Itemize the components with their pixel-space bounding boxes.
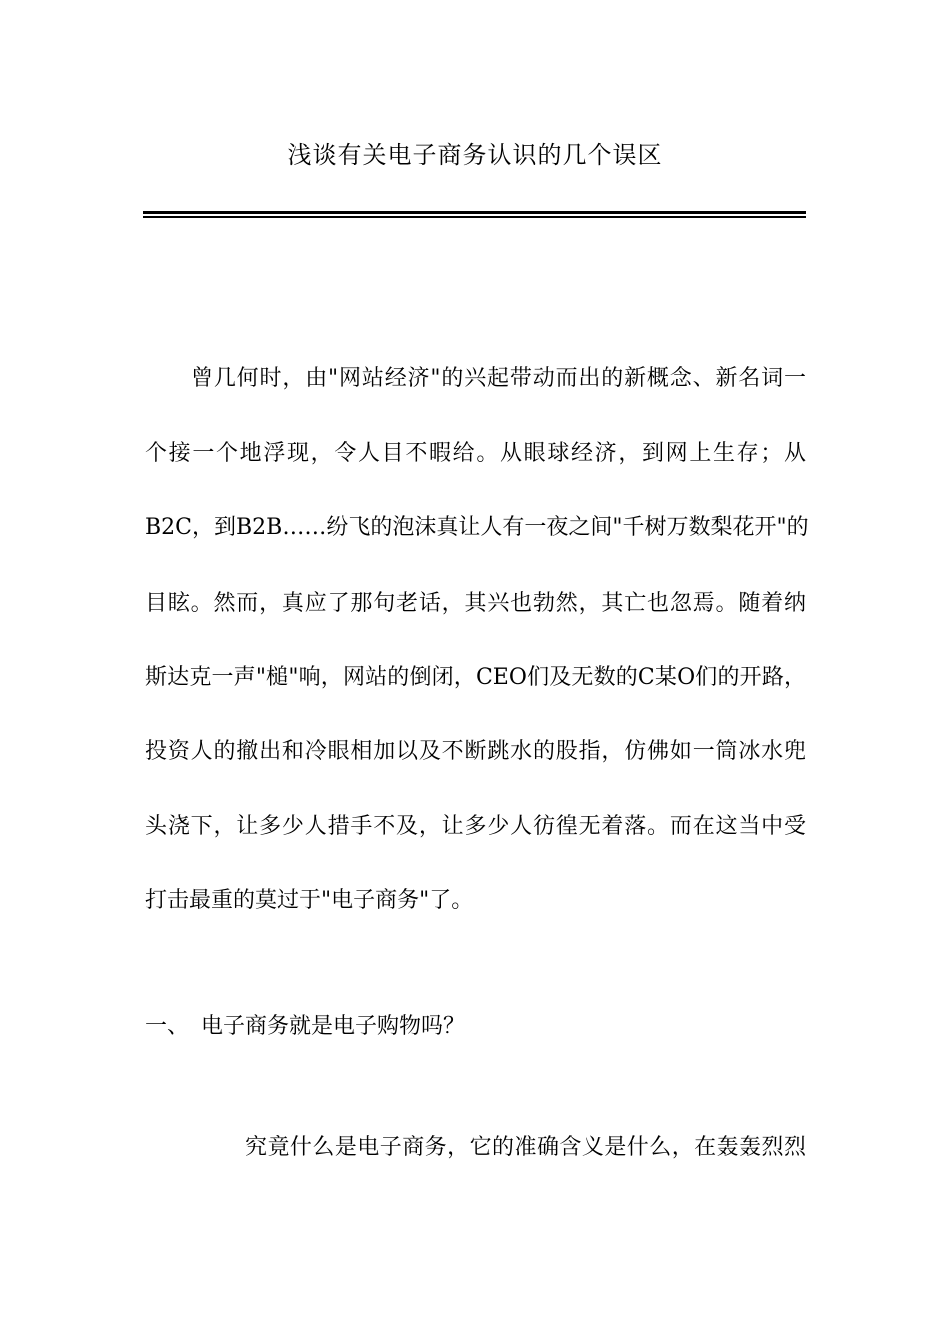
paragraph-line: 个接一个地浮现，令人目不暇给。从眼球经济，到网上生存；从: [145, 441, 806, 466]
paragraph-line: 头浇下，让多少人措手不及，让多少人彷徨无着落。而在这当中受: [145, 814, 806, 839]
section-paragraph-line: 究竟什么是电子商务，它的准确含义是什么，在轰轰烈烈: [245, 1135, 806, 1160]
paragraph-line: B2C，到B2B……纷飞的泡沫真让人有一夜之间"千树万数梨花开"的: [145, 515, 809, 540]
paragraph-line: 投资人的撤出和冷眼相加以及不断跳水的股指，仿佛如一筒冰水兜: [145, 739, 806, 764]
section-number: 一、: [145, 1014, 190, 1039]
document-title: 浅谈有关电子商务认识的几个误区: [287, 141, 663, 169]
title-double-rule: [143, 211, 806, 218]
section-heading-text: 电子商务就是电子购物吗？: [201, 1014, 466, 1039]
paragraph-line: 目眩。然而，真应了那句老话，其兴也勃然，其亡也忽焉。随着纳: [145, 591, 806, 616]
paragraph-line: 斯达克一声"槌"响，网站的倒闭，CEO们及无数的C某O们的开路，: [145, 665, 806, 690]
paragraph-line: 打击最重的莫过于"电子商务"了。: [145, 888, 474, 913]
paragraph-line: 曾几何时，由"网站经济"的兴起带动而出的新概念、新名词一: [191, 366, 806, 391]
section-heading: [145, 1012, 465, 1042]
